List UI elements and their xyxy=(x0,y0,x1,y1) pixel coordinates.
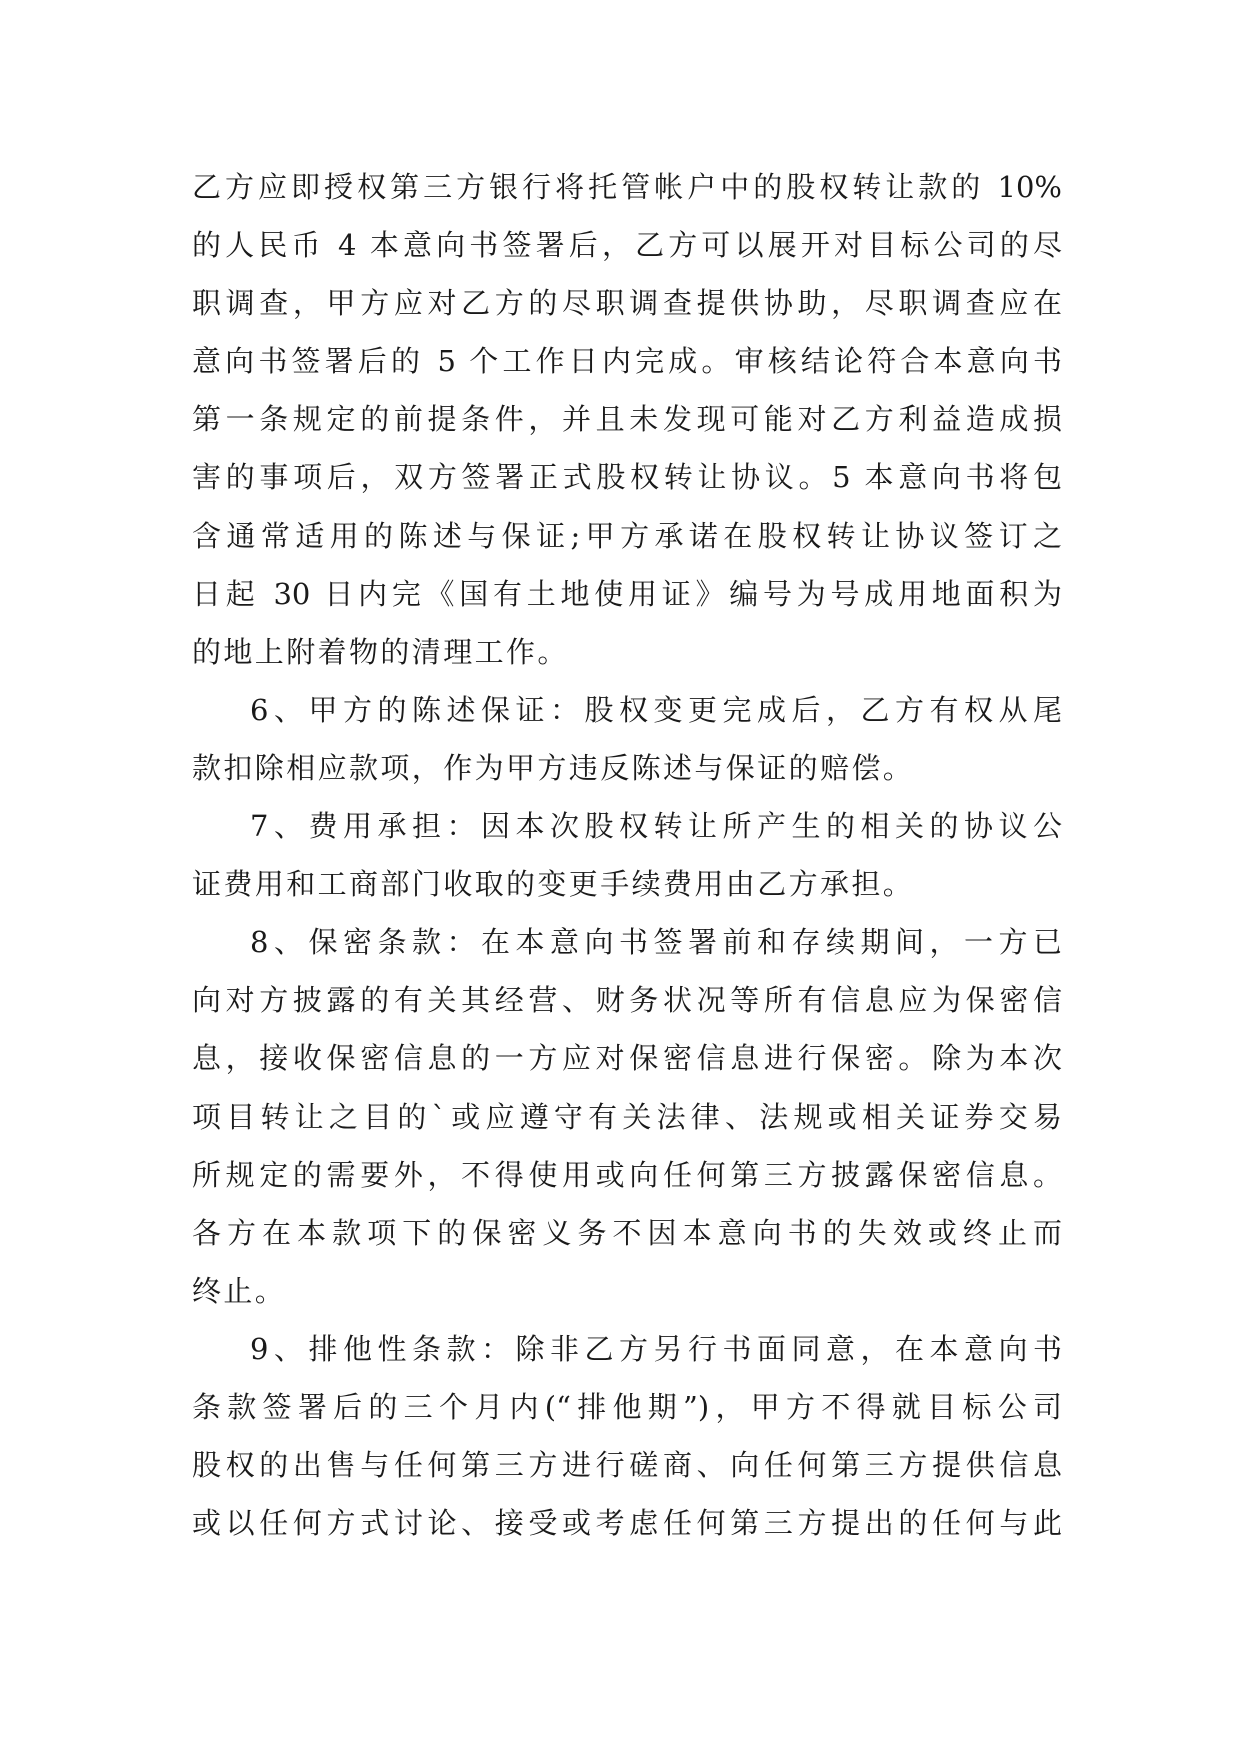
text-line: 项目转让之目的`或应遵守有关法律、法规或相关证券交易 xyxy=(192,1099,1062,1134)
text-line: 的地上附着物的清理工作。 xyxy=(192,634,569,669)
text-line: 第一条规定的前提条件，并且未发现可能对乙方利益造成损 xyxy=(192,402,1062,437)
text-line: 所规定的需要外，不得使用或向任何第三方披露保密信息。 xyxy=(192,1157,1062,1192)
clause-9-heading-line: 9、排他性条款：除非乙方另行书面同意，在本意向书 xyxy=(250,1331,1062,1366)
text-line: 向对方披露的有关其经营、财务状况等所有信息应为保密信 xyxy=(192,983,1062,1018)
text-line: 日起 30 日内完《国有土地使用证》编号为号成用地面积为 xyxy=(192,576,1062,611)
text-line: 息，接收保密信息的一方应对保密信息进行保密。除为本次 xyxy=(192,1041,1062,1076)
text-line: 股权的出售与任何第三方进行磋商、向任何第三方提供信息 xyxy=(192,1448,1062,1483)
text-line: 各方在本款项下的保密义务不因本意向书的失效或终止而 xyxy=(192,1215,1062,1250)
text-line: 的人民币 4 本意向书签署后，乙方可以展开对目标公司的尽 xyxy=(192,228,1062,263)
text-line: 意向书签署后的 5 个工作日内完成。审核结论符合本意向书 xyxy=(192,344,1062,379)
text-line: 或以任何方式讨论、接受或考虑任何第三方提出的任何与此 xyxy=(192,1506,1062,1541)
text-line: 条款签署后的三个月内(“排他期”)，甲方不得就目标公司 xyxy=(192,1389,1062,1424)
text-line: 含通常适用的陈述与保证;甲方承诺在股权转让协议签订之 xyxy=(192,518,1062,553)
text-line: 款扣除相应款项，作为甲方违反陈述与保证的赔偿。 xyxy=(192,750,915,785)
clause-6-heading-line: 6、甲方的陈述保证：股权变更完成后，乙方有权从尾 xyxy=(250,692,1062,727)
text-line: 职调查，甲方应对乙方的尽职调查提供协助，尽职调查应在 xyxy=(192,286,1062,321)
text-line: 乙方应即授权第三方银行将托管帐户中的股权转让款的 10% xyxy=(192,170,1062,204)
clause-8-heading-line: 8、保密条款：在本意向书签署前和存续期间，一方已 xyxy=(250,925,1062,960)
text-line: 证费用和工商部门收取的变更手续费用由乙方承担。 xyxy=(192,867,915,902)
text-line: 终止。 xyxy=(192,1273,287,1308)
document-body xyxy=(192,158,1062,1552)
text-line: 害的事项后，双方签署正式股权转让协议。5 本意向书将包 xyxy=(192,460,1062,495)
clause-7-heading-line: 7、费用承担：因本次股权转让所产生的相关的协议公 xyxy=(250,809,1062,844)
